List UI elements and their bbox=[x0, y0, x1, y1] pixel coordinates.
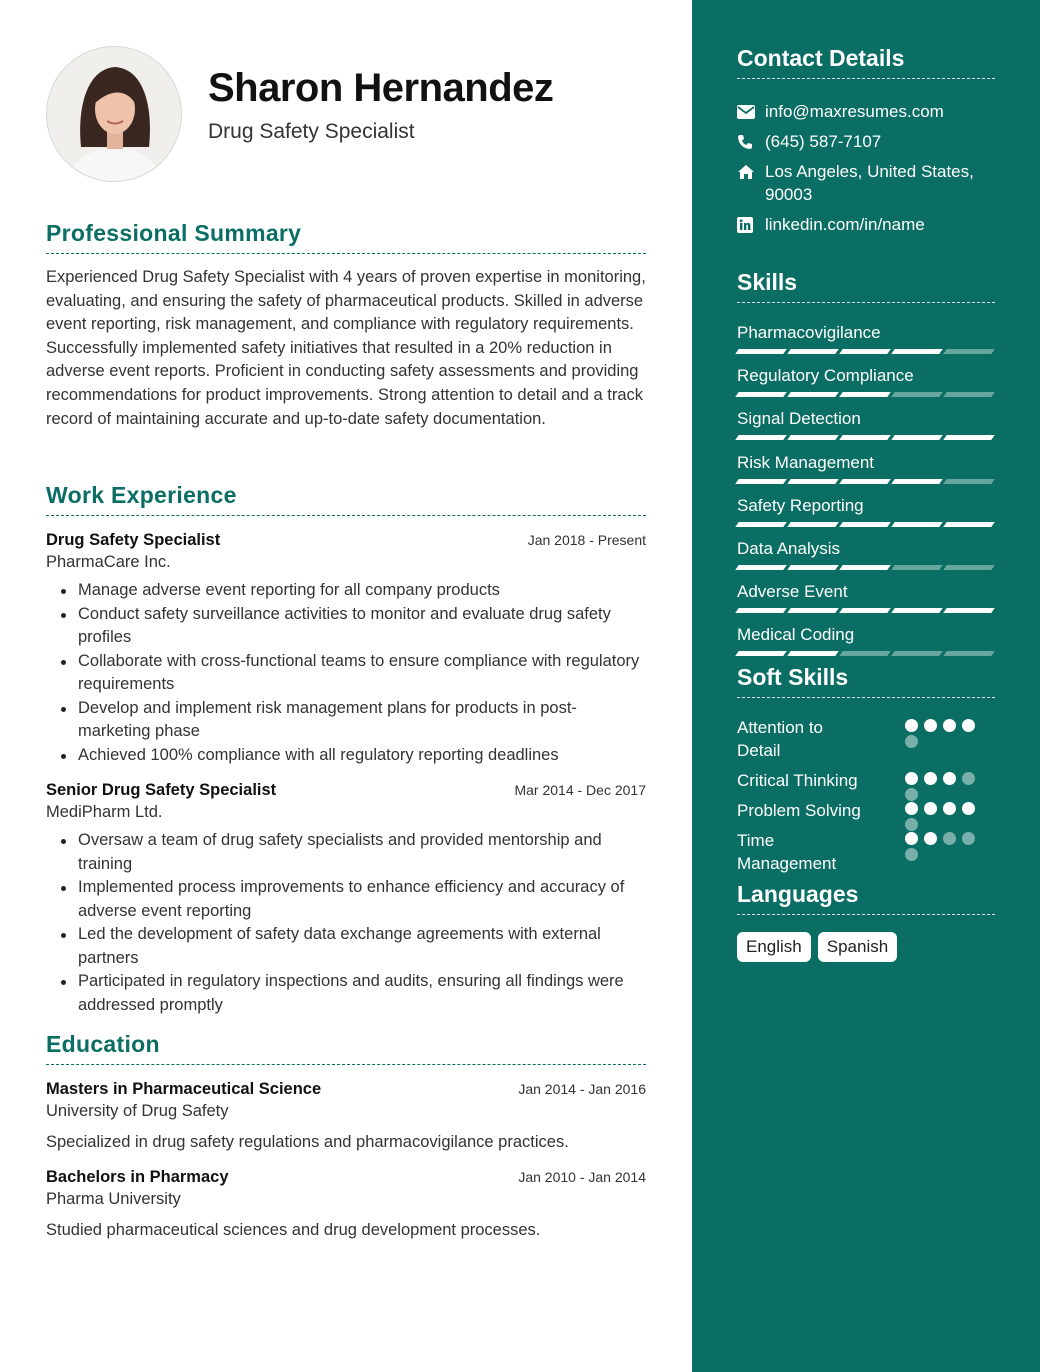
skill-item bbox=[737, 452, 995, 495]
level-dot bbox=[962, 832, 975, 845]
language-tag: English bbox=[737, 932, 811, 962]
skill-name: Adverse Event bbox=[737, 582, 848, 602]
level-segment bbox=[943, 392, 995, 397]
skill-item bbox=[737, 408, 995, 451]
list-item: Implemented process improvements to enhance efficiency and accuracy of adverse event reporting bbox=[78, 876, 646, 923]
skill-name: Risk Management bbox=[737, 452, 875, 472]
skill-level-bar bbox=[737, 608, 995, 613]
level-dot bbox=[905, 772, 918, 785]
languages-list bbox=[737, 932, 897, 962]
level-segment bbox=[839, 349, 891, 354]
level-segment bbox=[735, 435, 787, 440]
level-segment bbox=[839, 392, 891, 397]
soft-skill-level-dots bbox=[905, 719, 981, 748]
level-dot bbox=[943, 772, 956, 785]
soft-skill-item bbox=[737, 769, 997, 799]
skill-name: Data Analysis bbox=[737, 538, 840, 558]
skill-level-bar bbox=[737, 349, 995, 354]
level-dot bbox=[924, 802, 937, 815]
level-segment bbox=[891, 435, 943, 440]
list-item: Develop and implement risk management plans for products in post-marketing phase bbox=[78, 697, 646, 744]
soft-skills-heading: Soft Skills bbox=[737, 664, 995, 698]
contact-phone[interactable] bbox=[737, 130, 997, 153]
education-entry bbox=[46, 1080, 646, 1152]
level-segment bbox=[735, 392, 787, 397]
school-name: University of Drug Safety bbox=[46, 1102, 229, 1120]
soft-skills-list bbox=[737, 716, 997, 875]
skill-name: Signal Detection bbox=[737, 409, 861, 429]
profile-photo bbox=[47, 47, 182, 182]
soft-skill-item bbox=[737, 799, 997, 829]
contact-linkedin[interactable] bbox=[737, 213, 997, 236]
job-title: Senior Drug Safety Specialist bbox=[46, 781, 277, 799]
level-segment bbox=[787, 522, 839, 527]
list-item: Achieved 100% compliance with all regulatory reporting deadlines bbox=[78, 744, 646, 768]
skill-level-bar bbox=[737, 651, 995, 656]
level-dot bbox=[924, 772, 937, 785]
skill-name: Safety Reporting bbox=[737, 495, 864, 515]
sidebar bbox=[692, 0, 1040, 1372]
level-segment bbox=[839, 522, 891, 527]
level-segment bbox=[735, 479, 787, 484]
linkedin-icon bbox=[737, 213, 765, 236]
list-item: Participated in regulatory inspections and audits, ensuring all findings were addressed promptly bbox=[78, 970, 646, 1017]
skill-item bbox=[737, 538, 995, 581]
level-dot bbox=[905, 735, 918, 748]
degree-title: Bachelors in Pharmacy bbox=[46, 1168, 229, 1186]
skill-item bbox=[737, 365, 995, 408]
level-dot bbox=[962, 802, 975, 815]
level-dot bbox=[943, 719, 956, 732]
level-segment bbox=[787, 608, 839, 613]
level-dot bbox=[905, 848, 918, 861]
contact-address bbox=[737, 160, 997, 206]
home-icon bbox=[737, 160, 765, 183]
job-company: PharmaCare Inc. bbox=[46, 553, 171, 571]
list-item: Manage adverse event reporting for all company products bbox=[78, 579, 646, 603]
job-date: Mar 2014 - Dec 2017 bbox=[514, 782, 646, 798]
level-segment bbox=[943, 608, 995, 613]
level-segment bbox=[787, 651, 839, 656]
job-bullets bbox=[46, 829, 646, 1017]
linkedin-text: linkedin.com/in/name bbox=[765, 215, 925, 234]
skill-level-bar bbox=[737, 522, 995, 527]
skill-name: Regulatory Compliance bbox=[737, 366, 914, 386]
job-company: MediPharm Ltd. bbox=[46, 803, 163, 821]
level-segment bbox=[839, 651, 891, 656]
level-dot bbox=[905, 802, 918, 815]
level-segment bbox=[787, 392, 839, 397]
job-bullets bbox=[46, 579, 646, 767]
level-segment bbox=[891, 392, 943, 397]
level-segment bbox=[735, 349, 787, 354]
level-segment bbox=[891, 479, 943, 484]
phone-icon bbox=[737, 130, 765, 153]
contact-email[interactable] bbox=[737, 100, 997, 123]
envelope-icon bbox=[737, 100, 765, 123]
soft-skill-name: Critical Thinking bbox=[737, 771, 858, 790]
skill-item bbox=[737, 322, 995, 365]
level-segment bbox=[839, 608, 891, 613]
address-text: Los Angeles, United States, 90003 bbox=[765, 162, 974, 204]
degree-title: Masters in Pharmaceutical Science bbox=[46, 1080, 322, 1098]
level-dot bbox=[962, 772, 975, 785]
education-entry bbox=[46, 1168, 646, 1240]
job-entry bbox=[46, 531, 646, 767]
level-segment bbox=[787, 435, 839, 440]
list-item: Collaborate with cross-functional teams to ensure compliance with regulatory requirements bbox=[78, 650, 646, 697]
skill-item bbox=[737, 624, 995, 667]
skill-level-bar bbox=[737, 392, 995, 397]
candidate-name: Sharon Hernandez bbox=[208, 66, 554, 110]
job-date: Jan 2018 - Present bbox=[527, 532, 646, 548]
soft-skill-name: Attention to Detail bbox=[737, 718, 824, 760]
level-segment bbox=[839, 435, 891, 440]
soft-skill-item bbox=[737, 829, 997, 875]
education-description: Specialized in drug safety regulations and pharmacovigilance practices. bbox=[46, 1133, 569, 1151]
school-name: Pharma University bbox=[46, 1190, 181, 1208]
soft-skill-level-dots bbox=[905, 832, 981, 861]
level-segment bbox=[787, 565, 839, 570]
summary-section bbox=[46, 220, 646, 431]
soft-skill-name: Problem Solving bbox=[737, 801, 861, 820]
skills-heading: Skills bbox=[737, 269, 995, 303]
skill-name: Medical Coding bbox=[737, 625, 855, 645]
experience-heading: Work Experience bbox=[46, 482, 646, 516]
level-segment bbox=[891, 565, 943, 570]
soft-skill-level-dots bbox=[905, 802, 981, 831]
education-description: Studied pharmaceutical sciences and drug development processes. bbox=[46, 1221, 541, 1239]
skill-item bbox=[737, 581, 995, 624]
level-segment bbox=[735, 651, 787, 656]
skill-level-bar bbox=[737, 479, 995, 484]
level-segment bbox=[735, 565, 787, 570]
level-segment bbox=[943, 651, 995, 656]
skill-level-bar bbox=[737, 435, 995, 440]
education-date: Jan 2014 - Jan 2016 bbox=[518, 1081, 646, 1097]
level-dot bbox=[905, 832, 918, 845]
candidate-title: Drug Safety Specialist bbox=[208, 120, 415, 143]
job-title: Drug Safety Specialist bbox=[46, 531, 221, 549]
skills-list bbox=[737, 322, 995, 668]
skill-item bbox=[737, 495, 995, 538]
level-segment bbox=[839, 565, 891, 570]
level-segment bbox=[943, 435, 995, 440]
level-segment bbox=[943, 522, 995, 527]
email-text: info@maxresumes.com bbox=[765, 102, 944, 121]
contact-list bbox=[737, 100, 997, 243]
level-segment bbox=[787, 349, 839, 354]
contact-heading: Contact Details bbox=[737, 45, 995, 79]
level-segment bbox=[891, 651, 943, 656]
education-heading: Education bbox=[46, 1031, 646, 1065]
experience-section bbox=[46, 482, 646, 1017]
language-tag: Spanish bbox=[818, 932, 897, 962]
level-segment bbox=[943, 565, 995, 570]
level-segment bbox=[943, 479, 995, 484]
job-entry bbox=[46, 781, 646, 1017]
level-dot bbox=[905, 719, 918, 732]
level-segment bbox=[891, 349, 943, 354]
level-segment bbox=[735, 608, 787, 613]
level-segment bbox=[943, 349, 995, 354]
soft-skill-item bbox=[737, 716, 997, 769]
list-item: Oversaw a team of drug safety specialists and provided mentorship and training bbox=[78, 829, 646, 876]
level-dot bbox=[924, 719, 937, 732]
list-item: Led the development of safety data exchange agreements with external partners bbox=[78, 923, 646, 970]
level-dot bbox=[962, 719, 975, 732]
education-section bbox=[46, 1031, 646, 1240]
level-segment bbox=[891, 522, 943, 527]
avatar bbox=[46, 46, 182, 182]
level-dot bbox=[943, 802, 956, 815]
soft-skill-level-dots bbox=[905, 772, 981, 801]
level-segment bbox=[891, 608, 943, 613]
skill-name: Pharmacovigilance bbox=[737, 323, 881, 342]
level-dot bbox=[924, 832, 937, 845]
level-segment bbox=[787, 479, 839, 484]
summary-text: Experienced Drug Safety Specialist with 4 years of proven expertise in monitoring, evaluating, and ensuring the safety of pharmaceutical products. Skilled in adverse event reporting, risk management, and compliance with regulatory requirements. Successfully implemented safety initiatives that resulted in a 20% reduction in adverse event reports. Proficient in conducting safety assessments and providing recommendations for product improvements. Strong attention to detail and a track record of maintaining accurate and up-to-date safety documentation. bbox=[46, 268, 646, 428]
soft-skill-name: Time Management bbox=[737, 831, 837, 873]
languages-heading: Languages bbox=[737, 881, 995, 915]
level-segment bbox=[735, 522, 787, 527]
phone-text: (645) 587-7107 bbox=[765, 132, 882, 151]
summary-heading: Professional Summary bbox=[46, 220, 646, 254]
education-date: Jan 2010 - Jan 2014 bbox=[518, 1169, 646, 1185]
level-segment bbox=[839, 479, 891, 484]
list-item: Conduct safety surveillance activities to monitor and evaluate drug safety profiles bbox=[78, 603, 646, 650]
skill-level-bar bbox=[737, 565, 995, 570]
level-dot bbox=[943, 832, 956, 845]
